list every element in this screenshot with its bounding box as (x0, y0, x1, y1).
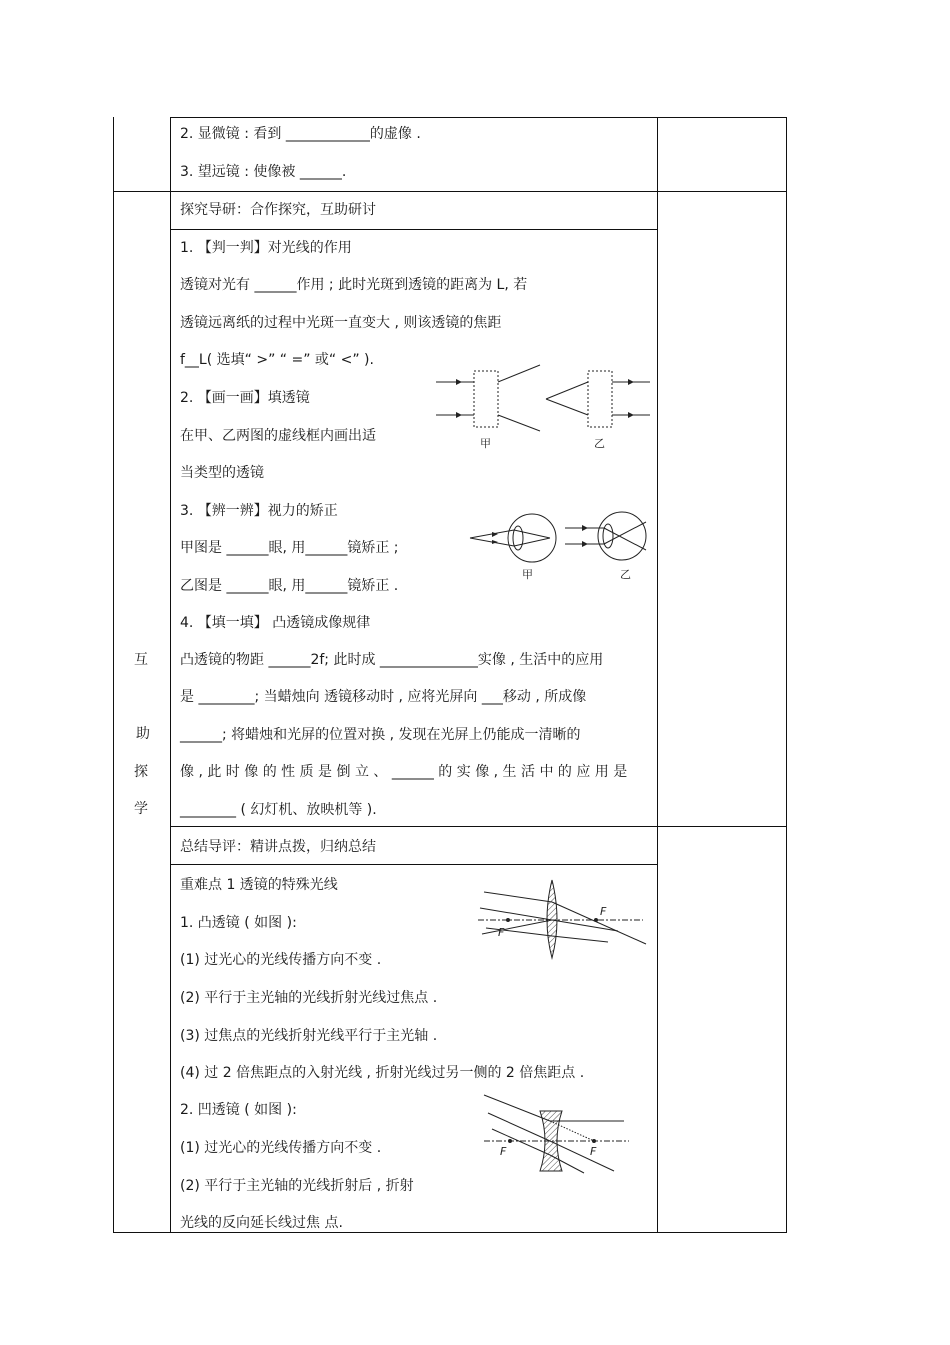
side-label-char: 探 (134, 764, 148, 780)
explore-line: ________ ( 幻灯机、放映机等 ). (180, 802, 377, 818)
summary-line: (1) 过光心的光线传播方向不变 . (180, 952, 382, 968)
lens-box-figure (436, 365, 651, 453)
explore-line: 凸透镜的物距 ______2f; 此时成 ______________实像 , 生活中的应用 (180, 652, 604, 668)
focus-label: F (590, 1145, 597, 1158)
explore-line: 1. 【判一判】对光线的作用 (180, 240, 352, 256)
explore-line: f__L( 选填“ >” “ =” 或“ <” ). (180, 352, 374, 368)
summary-line: (2) 平行于主光轴的光线折射光线过焦点 . (180, 990, 438, 1006)
explore-line: 像 , 此 时 像 的 性 质 是 倒 立 、 ______ 的 实 像 , 生 活 中 的 应 用 是 (180, 764, 628, 780)
table-col-divider (170, 117, 171, 1233)
summary-line: 重难点 1 透镜的特殊光线 (180, 877, 338, 893)
concave-lens-figure (484, 1093, 629, 1175)
summary-line: (3) 过焦点的光线折射光线平行于主光轴 . (180, 1028, 438, 1044)
explore-line: 4. 【填一填】 凸透镜成像规律 (180, 615, 371, 631)
table-left-border (113, 117, 114, 1233)
explore-line: 2. 【画一画】填透镜 (180, 390, 310, 406)
eye-figure (470, 510, 650, 585)
explore-line: 甲图是 ______眼, 用______镜矫正 ; (180, 540, 399, 556)
side-label-char: 助 (136, 726, 150, 742)
row-divider (170, 864, 658, 865)
summary-line: (1) 过光心的光线传播方向不变 . (180, 1140, 382, 1156)
explore-header: 探究导研：合作探究，互助研讨 (180, 202, 376, 218)
explore-line: 当类型的透镜 (180, 465, 264, 481)
figure-label-yi: 乙 (620, 568, 631, 581)
explore-line: 3. 【辨一辨】视力的矫正 (180, 503, 338, 519)
summary-line: (2) 平行于主光轴的光线折射后 , 折射 (180, 1178, 414, 1194)
row-divider (170, 826, 787, 827)
table-top-border (170, 117, 787, 118)
telescope-line: 3. 望远镜 : 使像被 ______. (180, 164, 347, 180)
focus-label: F (600, 905, 607, 918)
explore-line: 乙图是 ______眼, 用______镜矫正 . (180, 578, 399, 594)
explore-line: ______; 将蜡烛和光屏的位置对换 , 发现在光屏上仍能成一清晰的 (180, 727, 581, 743)
focus-label: F (498, 926, 505, 939)
row-divider (170, 229, 658, 230)
explore-line: 是 ________; 当蜡烛向 透镜移动时 , 应将光屏向 ___移动 , 所成像 (180, 689, 587, 705)
explore-line: 透镜对光有 ______作用 ; 此时光斑到透镜的距离为 L, 若 (180, 277, 528, 293)
summary-line: 2. 凹透镜 ( 如图 ): (180, 1102, 297, 1118)
figure-label-yi: 乙 (594, 437, 605, 450)
explore-line: 在甲、乙两图的虚线框内画出适 (180, 428, 376, 444)
summary-line: 1. 凸透镜 ( 如图 ): (180, 915, 297, 931)
figure-label-jia: 甲 (522, 568, 533, 581)
table-right-border (786, 117, 787, 1233)
explore-line: 透镜远离纸的过程中光斑一直变大 , 则该透镜的焦距 (180, 315, 502, 331)
summary-line: 光线的反向延长线过焦 点. (180, 1215, 343, 1231)
microscope-line: 2. 显微镜 : 看到 ____________的虚像 . (180, 126, 421, 142)
table-bottom-border (113, 1232, 787, 1233)
table-col-divider (657, 117, 658, 1233)
figure-label-jia: 甲 (480, 437, 491, 450)
side-label-char: 互 (134, 652, 148, 668)
summary-line: (4) 过 2 倍焦距点的入射光线 , 折射光线过另一侧的 2 倍焦距点 . (180, 1065, 585, 1081)
summary-header: 总结导评：精讲点拨，归纳总结 (180, 839, 376, 855)
convex-lens-figure (478, 878, 648, 960)
focus-label: F (500, 1145, 507, 1158)
side-label-char: 学 (134, 801, 148, 817)
row-divider (113, 191, 787, 192)
